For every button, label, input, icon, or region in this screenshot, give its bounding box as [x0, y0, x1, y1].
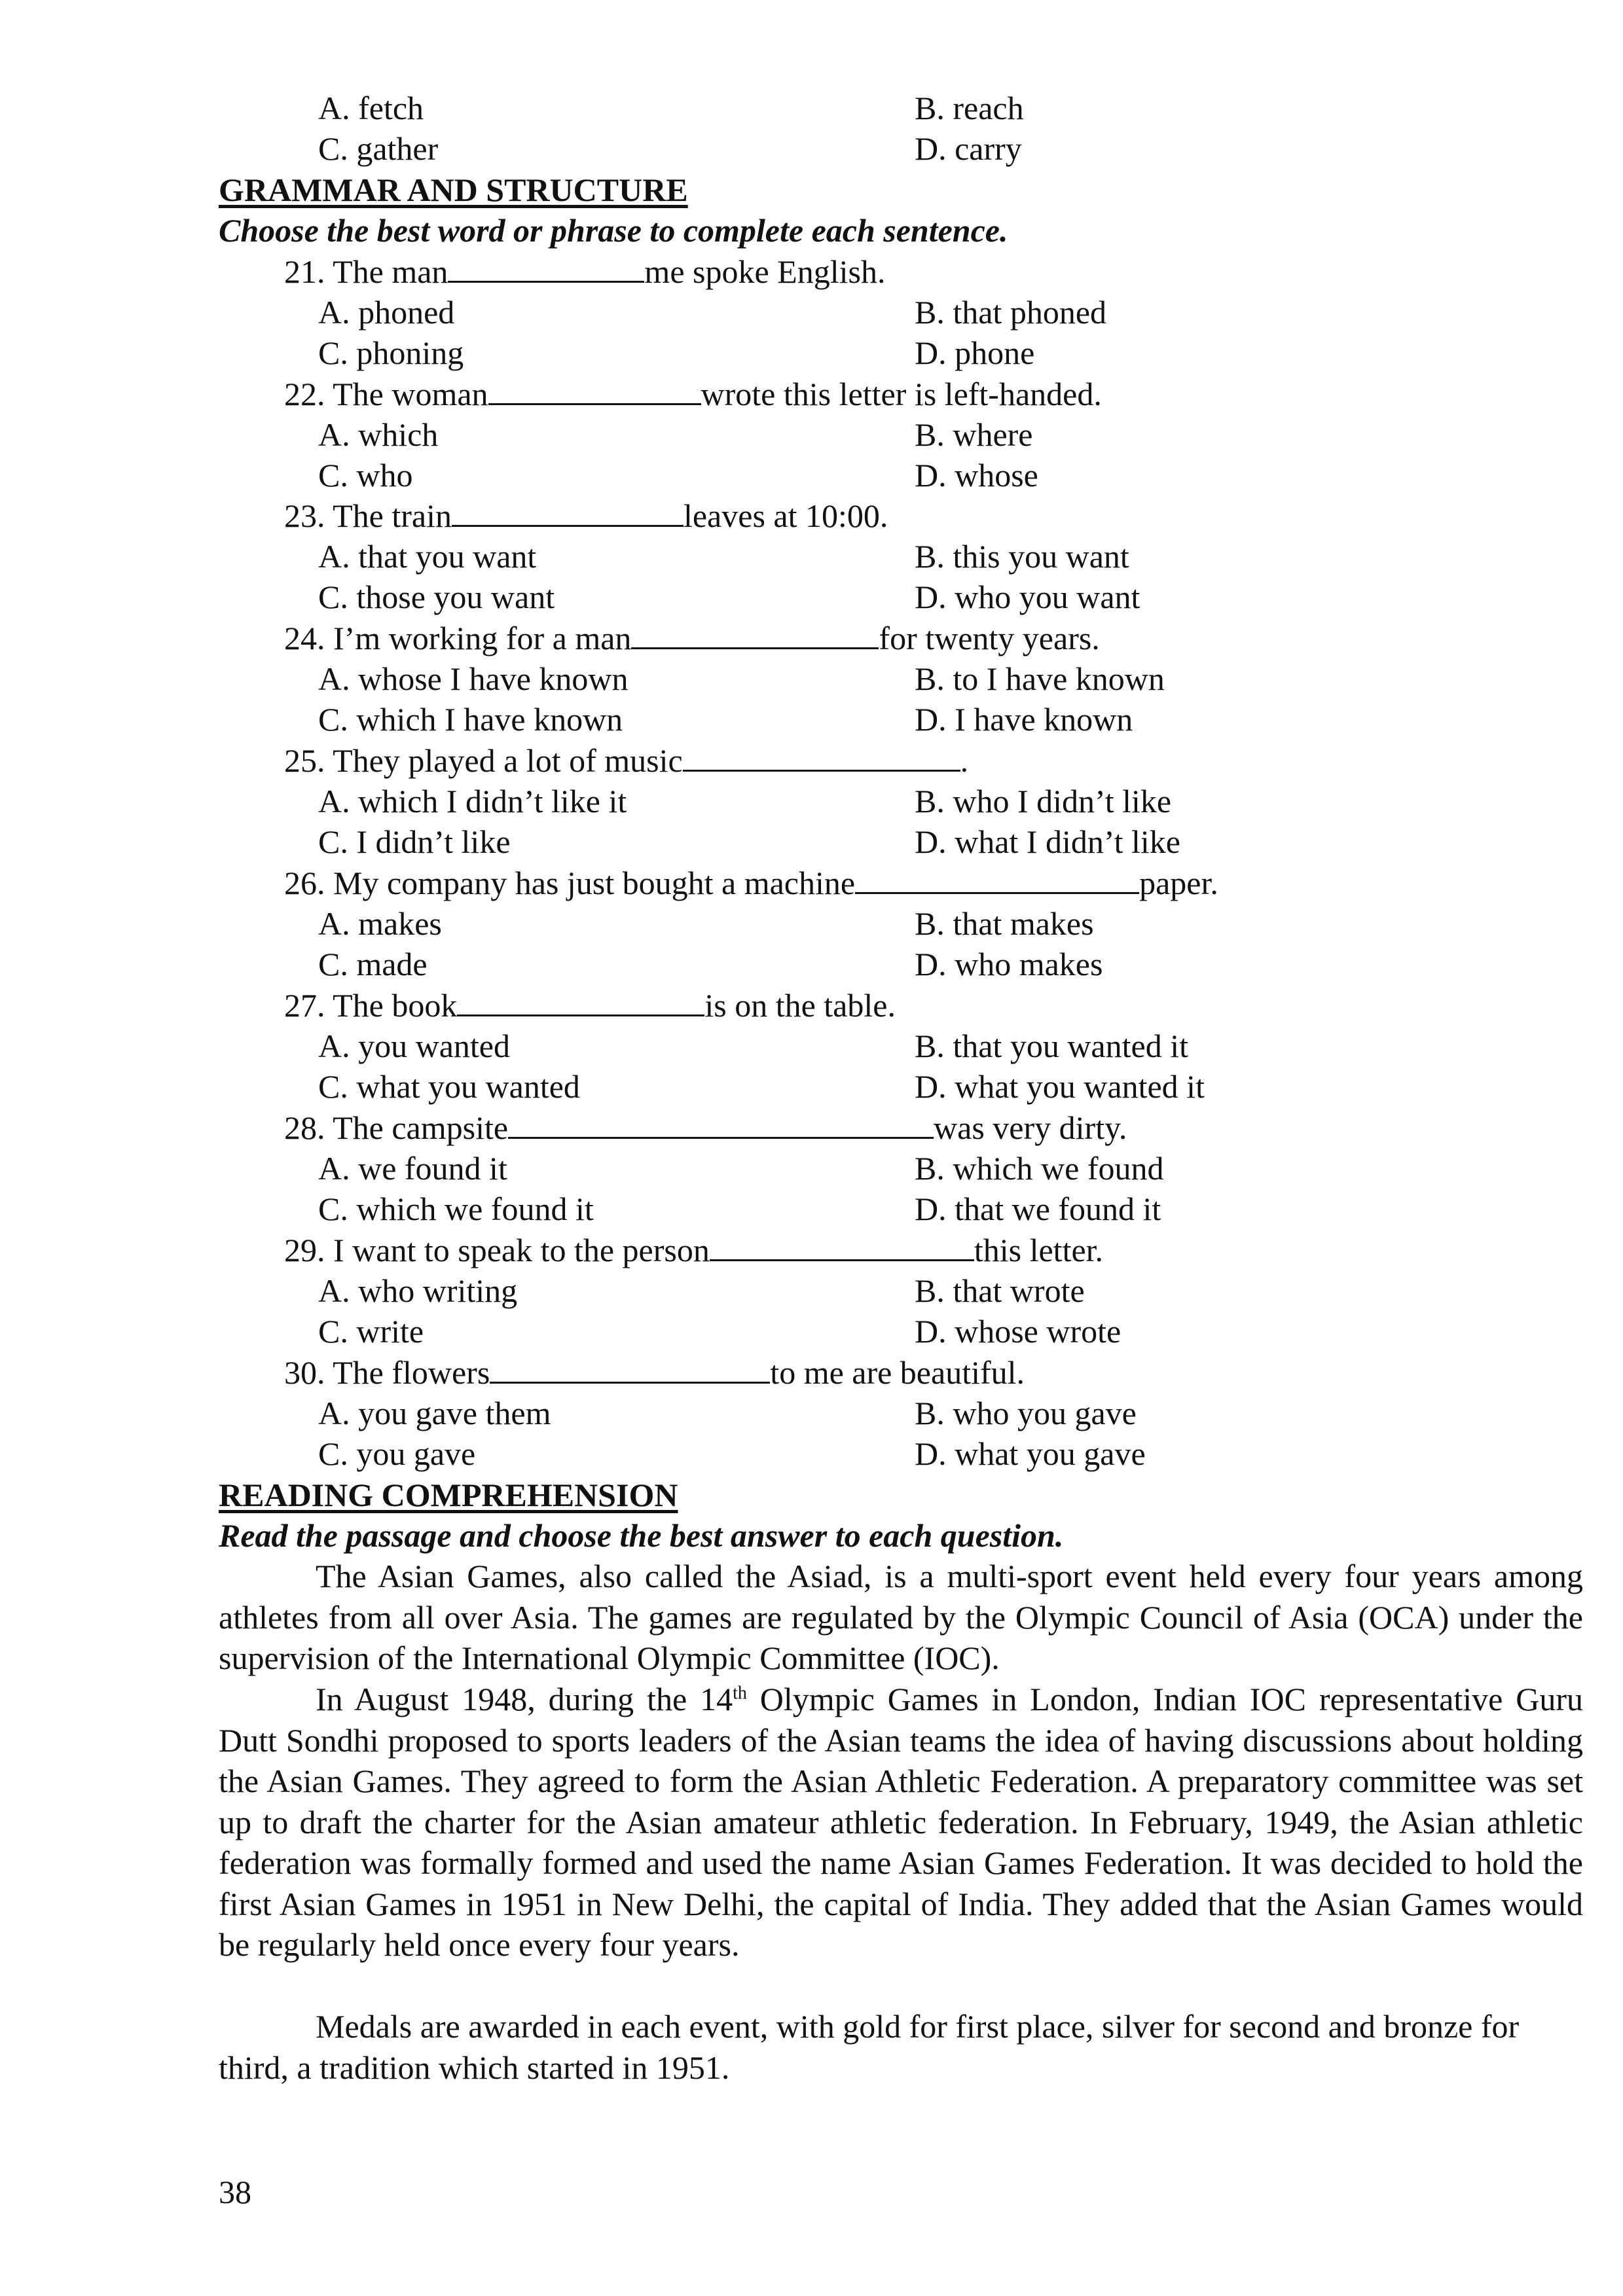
question-21: 21. The man me spoke English.	[284, 253, 886, 290]
option: B. reach	[915, 90, 1024, 126]
option: C. those you want	[318, 579, 555, 615]
section-heading-grammar: GRAMMAR AND STRUCTURE	[219, 171, 688, 208]
option: C. which I have known	[318, 701, 623, 738]
option: C. made	[318, 946, 428, 982]
option: B. that wrote	[915, 1272, 1085, 1309]
option: D. that we found it	[915, 1191, 1161, 1227]
option: C. what you wanted	[318, 1068, 580, 1105]
option: D. who you want	[915, 579, 1140, 615]
superscript: th	[733, 1683, 747, 1704]
option: A. we found it	[318, 1150, 507, 1187]
answer-blank	[457, 986, 704, 1016]
answer-blank	[508, 1108, 934, 1139]
option: A. you gave them	[318, 1395, 551, 1431]
option: D. whose	[915, 457, 1038, 493]
question-22: 22. The woman wrote this letter is left-handed.	[284, 376, 1102, 412]
option: C. phoning	[318, 334, 464, 371]
answer-blank	[683, 741, 960, 772]
option: B. that phoned	[915, 294, 1107, 331]
question-24: 24. I’m working for a man for twenty years.	[284, 620, 1100, 656]
option: C. who	[318, 457, 413, 493]
answer-blank	[631, 619, 879, 649]
option: C. I didn’t like	[318, 823, 511, 860]
option: C. gather	[318, 130, 439, 167]
option: B. this you want	[915, 538, 1129, 575]
option: D. carry	[915, 130, 1022, 167]
answer-blank	[490, 1353, 770, 1384]
option: B. who you gave	[915, 1395, 1137, 1431]
option: A. which I didn’t like it	[318, 783, 627, 819]
answer-blank	[448, 252, 644, 283]
option: D. phone	[915, 334, 1035, 371]
option: A. that you want	[318, 538, 537, 575]
question-27: 27. The book is on the table.	[284, 987, 896, 1024]
grammar-instruction: Choose the best word or phrase to complete each sentence.	[219, 212, 1008, 249]
option: B. that you wanted it	[915, 1028, 1188, 1064]
question-30: 30. The flowers to me are beautiful.	[284, 1354, 1025, 1391]
passage-paragraph-1: The Asian Games, also called the Asiad, is a multi-sport event held every four years among athletes from all over Asia. The games are regulated by the Olympic Council of Asia (OCA) under the supervision of the International Olympic Committee (IOC).	[219, 1558, 1583, 1676]
page-number: 38	[219, 2174, 251, 2210]
option: C. you gave	[318, 1435, 476, 1472]
answer-blank	[488, 374, 701, 405]
option: D. who makes	[915, 946, 1103, 982]
option: A. fetch	[318, 90, 424, 126]
option: A. whose I have known	[318, 660, 629, 697]
section-heading-reading: READING COMPREHENSION	[219, 1477, 678, 1513]
option: B. where	[915, 416, 1033, 453]
option: A. phoned	[318, 294, 455, 331]
question-25: 25. They played a lot of music .	[284, 742, 969, 779]
option: B. who I didn’t like	[915, 783, 1172, 819]
option: C. which we found it	[318, 1191, 594, 1227]
option: B. that makes	[915, 905, 1094, 942]
question-28: 28. The campsite was very dirty.	[284, 1109, 1127, 1146]
answer-blank	[855, 863, 1139, 894]
passage-paragraph-2: In August 1948, during the 14th Olympic Games in London, Indian IOC representative Guru Dutt Sondhi proposed to sports leaders of the Asian teams the idea of having discussions about holding the Asian Games. They agreed to form the Asian Athletic Federation. A preparatory committee was set up to draft the charter for the Asian amateur athletic federation. In February, 1949, the Asian athletic federation was formally formed and used the name Asian Games Federation. It was decided to hold the first Asian Games in 1951 in New Delhi, the capital of India. They added that the Asian Games would be regularly held once every four years.	[219, 1681, 1583, 1963]
option: D. what I didn’t like	[915, 823, 1180, 860]
option: D. what you wanted it	[915, 1068, 1205, 1105]
option: D. I have known	[915, 701, 1133, 738]
option: A. makes	[318, 905, 442, 942]
reading-instruction: Read the passage and choose the best answer to each question.	[219, 1517, 1064, 1554]
option: A. who writing	[318, 1272, 518, 1309]
question-29: 29. I want to speak to the person this letter.	[284, 1232, 1104, 1268]
question-26: 26. My company has just bought a machine paper.	[284, 865, 1218, 901]
passage-paragraph-3: Medals are awarded in each event, with gold for first place, silver for second and bronze for third, a tradition which started in 1951.	[219, 2008, 1520, 2086]
option: A. you wanted	[318, 1028, 510, 1064]
option: B. to I have known	[915, 660, 1165, 697]
option: D. what you gave	[915, 1435, 1146, 1472]
answer-blank	[452, 496, 684, 527]
option: C. write	[318, 1313, 424, 1350]
option: B. which we found	[915, 1150, 1164, 1187]
option: A. which	[318, 416, 439, 453]
answer-blank	[710, 1230, 974, 1261]
question-23: 23. The train leaves at 10:00.	[284, 497, 888, 534]
option: D. whose wrote	[915, 1313, 1122, 1350]
